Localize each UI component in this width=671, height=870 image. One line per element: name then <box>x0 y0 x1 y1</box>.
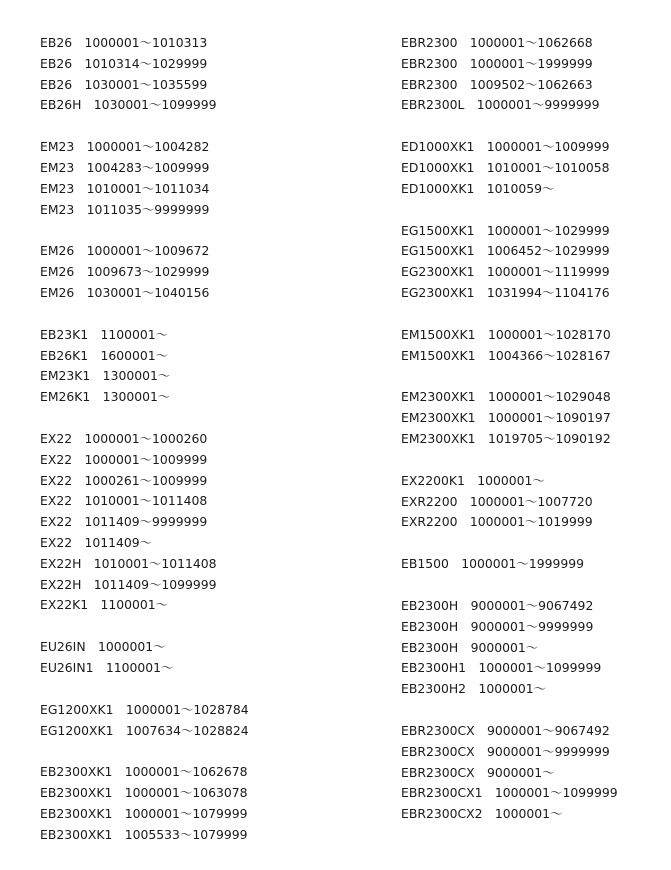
serial-range-line: EB2300H2 1000001～ <box>401 681 547 697</box>
serial-range-line: EU26IN 1000001～ <box>40 639 166 655</box>
serial-range-group <box>40 637 340 679</box>
serial-range-line: EG1500XK1 1006452～1029999 <box>401 243 610 259</box>
serial-range-line: EM23 1010001～1011034 <box>40 180 210 196</box>
serial-range-line: EB2300XK1 1005533～1079999 <box>40 826 248 842</box>
serial-range-line: EM26K1 1300001～ <box>40 389 171 405</box>
serial-range-line: ED1000XK1 1000001～1009999 <box>401 139 610 155</box>
serial-range-group <box>40 325 340 408</box>
serial-range-line: EXR2200 1000001～1019999 <box>401 514 593 530</box>
serial-range-line: EM26 1009673～1029999 <box>40 264 210 280</box>
serial-range-line: EX22 1010001～1011408 <box>40 493 208 509</box>
serial-range-line: EBR2300 1000001～1999999 <box>401 55 593 71</box>
serial-range-line: EB2300XK1 1000001～1063078 <box>40 785 248 801</box>
serial-range-group <box>401 137 661 199</box>
serial-range-line: EX22 1000001～1009999 <box>40 451 208 467</box>
serial-range-line: EBR2300 1000001～1062668 <box>401 35 593 50</box>
serial-range-group <box>401 554 661 575</box>
serial-range-line: EBR2300CX 9000001～9067492 <box>401 722 610 738</box>
serial-range-group <box>401 721 661 825</box>
right-column <box>401 33 661 846</box>
serial-range-line: EBR2300 1009502～1062663 <box>401 76 593 92</box>
serial-range-line: EG2300XK1 1031994～1104176 <box>401 284 610 300</box>
serial-range-group <box>401 325 661 367</box>
serial-range-line: ED1000XK1 1010059～ <box>401 180 555 196</box>
serial-range-line: EX22 1000261～1009999 <box>40 472 208 488</box>
serial-range-group <box>40 33 340 116</box>
serial-range-line: ED1000XK1 1010001～1010058 <box>401 159 610 175</box>
serial-range-line: EM23 1000001～1004282 <box>40 139 210 155</box>
serial-range-line: EM23 1004283～1009999 <box>40 159 210 175</box>
serial-range-line: EB2300H 9000001～9067492 <box>401 597 594 613</box>
serial-range-line: EG1200XK1 1007634～1028824 <box>40 722 249 738</box>
left-column <box>40 33 340 867</box>
serial-range-line: EX22 1011409～ <box>40 534 153 550</box>
serial-range-line: EM1500XK1 1004366～1028167 <box>401 347 611 363</box>
serial-range-line: EBR2300CX1 1000001～1099999 <box>401 785 618 801</box>
serial-range-line: EM23 1011035～9999999 <box>40 201 210 217</box>
serial-range-line: EB26 1010314～1029999 <box>40 55 208 71</box>
serial-range-line: EB2300XK1 1000001～1062678 <box>40 764 248 780</box>
serial-range-line: EX22K1 1100001～ <box>40 597 169 613</box>
serial-range-line: EX22H 1011409～1099999 <box>40 576 217 592</box>
serial-range-group <box>40 241 340 303</box>
serial-range-line: EU26IN1 1100001～ <box>40 659 174 675</box>
serial-range-line: EB2300H 9000001～ <box>401 639 539 655</box>
serial-range-group <box>401 33 661 116</box>
serial-range-line: EM2300XK1 1000001～1029048 <box>401 389 611 405</box>
serial-range-line: EB23K1 1100001～ <box>40 326 169 342</box>
serial-range-line: EM26 1000001～1009672 <box>40 243 210 259</box>
serial-range-line: EBR2300CX 9000001～ <box>401 764 555 780</box>
serial-range-line: EX22 1000001～1000260 <box>40 430 208 446</box>
serial-range-line: EB26K1 1600001～ <box>40 347 169 363</box>
serial-range-line: EB1500 1000001～1999999 <box>401 556 585 572</box>
serial-range-line: EBR2300L 1000001～9999999 <box>401 97 600 113</box>
serial-range-group <box>40 762 340 845</box>
serial-range-group <box>401 471 661 533</box>
serial-range-group <box>40 700 340 742</box>
serial-range-line: EX2200K1 1000001～ <box>401 472 545 488</box>
serial-range-line: EM26 1030001～1040156 <box>40 284 210 300</box>
serial-range-line: EBR2300CX 9000001～9999999 <box>401 743 610 759</box>
serial-range-line: EM1500XK1 1000001～1028170 <box>401 326 611 342</box>
serial-range-line: EXR2200 1000001～1007720 <box>401 493 593 509</box>
serial-range-line: EB2300H 9000001～9999999 <box>401 618 594 634</box>
serial-range-group <box>401 221 661 304</box>
serial-range-line: EBR2300CX2 1000001～ <box>401 806 563 822</box>
serial-range-line: EB2300XK1 1000001～1079999 <box>40 805 248 821</box>
serial-range-line: EG1200XK1 1000001～1028784 <box>40 701 249 717</box>
serial-range-line: EB26 1000001～1010313 <box>40 35 208 50</box>
serial-range-line: EM2300XK1 1000001～1090197 <box>401 410 611 426</box>
serial-range-group <box>40 429 340 616</box>
serial-range-line: EX22H 1010001～1011408 <box>40 555 217 571</box>
serial-range-group <box>401 387 661 449</box>
serial-range-line: EG2300XK1 1000001～1119999 <box>401 264 610 280</box>
serial-range-line: EM2300XK1 1019705～1090192 <box>401 430 611 446</box>
serial-range-line: EB26H 1030001～1099999 <box>40 97 217 113</box>
serial-range-group <box>401 596 661 700</box>
serial-range-line: EM23K1 1300001～ <box>40 368 171 384</box>
serial-range-line: EB2300H1 1000001～1099999 <box>401 660 602 676</box>
serial-range-group <box>40 137 340 220</box>
serial-range-line: EG1500XK1 1000001～1029999 <box>401 222 610 238</box>
serial-range-line: EB26 1030001～1035599 <box>40 76 208 92</box>
serial-range-line: EX22 1011409～9999999 <box>40 514 208 530</box>
